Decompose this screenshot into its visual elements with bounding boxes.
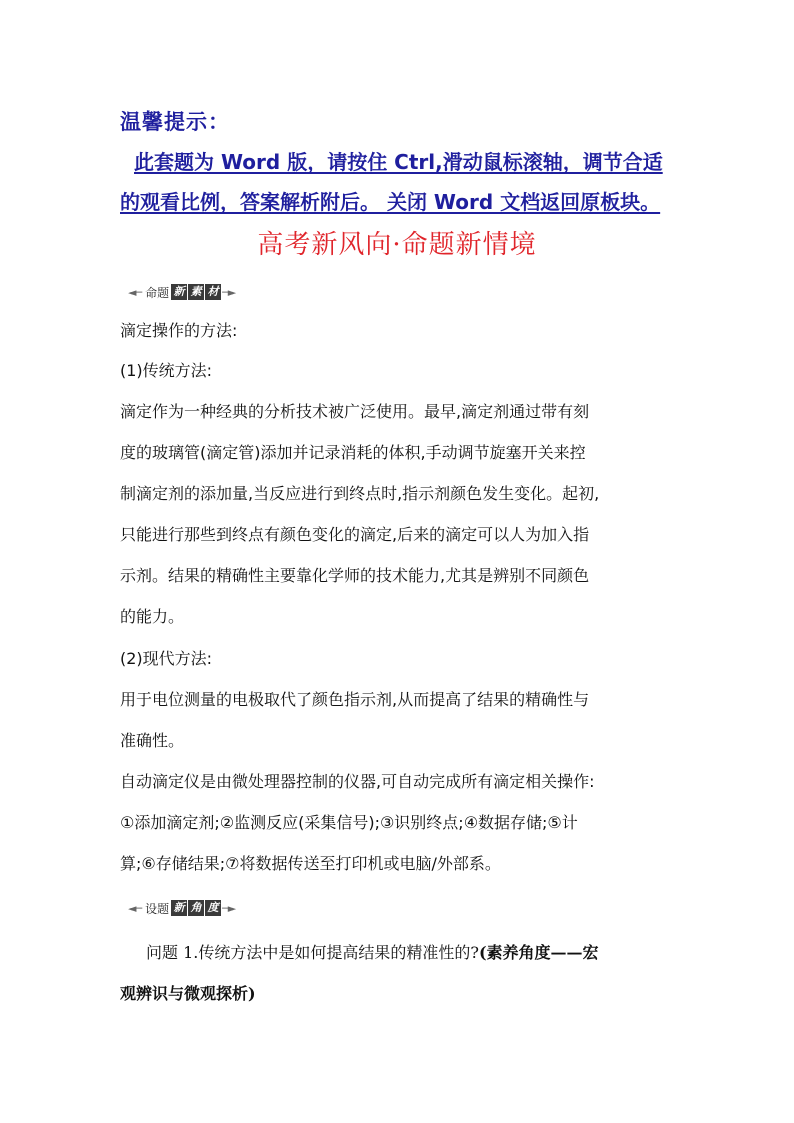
tip-link-2[interactable]: 的观看比例，答案解析附后。 关闭 Word 文档返回原板块。 <box>120 190 661 214</box>
question-line-1 <box>146 940 599 963</box>
tag-box: 新 <box>171 900 187 916</box>
body-line: 示剂。结果的精确性主要靠化学师的技术能力,尤其是辨别不同颜色 <box>120 566 590 585</box>
body-line: 滴定作为一种经典的分析技术被广泛使用。最早,滴定剂通过带有刻 <box>120 402 590 421</box>
body-line: (2)现代方法: <box>120 649 213 668</box>
tip-title: 温馨提示： <box>120 110 230 134</box>
tip-line-1[interactable] <box>120 146 694 175</box>
tag-box: 度 <box>205 900 221 916</box>
question-literacy-tag: (素养角度——宏 <box>478 943 599 962</box>
question-literacy-tag-cont: 观辨识与微观探析) <box>120 984 256 1003</box>
body-line: (1)传统方法: <box>120 361 213 380</box>
body-line: 只能进行那些到终点有颜色变化的滴定,后来的滴定可以人为加入指 <box>120 525 590 544</box>
tag-ornament-right: ─► <box>222 285 236 299</box>
tag-box: 材 <box>205 284 221 300</box>
tag-label: 设题 <box>145 901 170 916</box>
tag-ornament-left: ◄─ <box>128 901 142 915</box>
main-title: 高考新风向·命题新情境 <box>257 230 537 260</box>
question-line-2 <box>120 981 256 1004</box>
section-tag-material <box>128 282 248 302</box>
body-line: 滴定操作的方法: <box>120 321 238 340</box>
body-line: 准确性。 <box>120 731 185 750</box>
tag-ornament-left: ◄─ <box>128 285 142 299</box>
body-line: 度的玻璃管(滴定管)添加并记录消耗的体积,手动调节旋塞开关来控 <box>120 443 586 462</box>
body-line: 自动滴定仪是由微处理器控制的仪器,可自动完成所有滴定相关操作: <box>120 772 595 791</box>
section-tag-angle <box>128 898 248 918</box>
question-text: 问题 1.传统方法中是如何提高结果的精准性的? <box>146 943 479 962</box>
tag-box: 素 <box>188 284 204 300</box>
body-line: 用于电位测量的电极取代了颜色指示剂,从而提高了结果的精确性与 <box>120 690 590 709</box>
body-line: 算;⑥存储结果;⑦将数据传送至打印机或电脑/外部系。 <box>120 854 501 873</box>
tag-label: 命题 <box>145 285 170 300</box>
tip-link-1[interactable]: 此套题为 Word 版，请按住 Ctrl,滑动鼠标滚轴，调节合适 <box>134 150 663 174</box>
body-line: 的能力。 <box>120 607 185 626</box>
tip-line-2[interactable] <box>120 186 680 215</box>
tag-ornament-right: ─► <box>222 901 236 915</box>
tag-box: 角 <box>188 900 204 916</box>
tag-box: 新 <box>171 284 187 300</box>
body-line: 制滴定剂的添加量,当反应进行到终点时,指示剂颜色发生变化。起初, <box>120 484 600 503</box>
body-line: ①添加滴定剂;②监测反应(采集信号);③识别终点;④数据存储;⑤计 <box>120 813 578 832</box>
